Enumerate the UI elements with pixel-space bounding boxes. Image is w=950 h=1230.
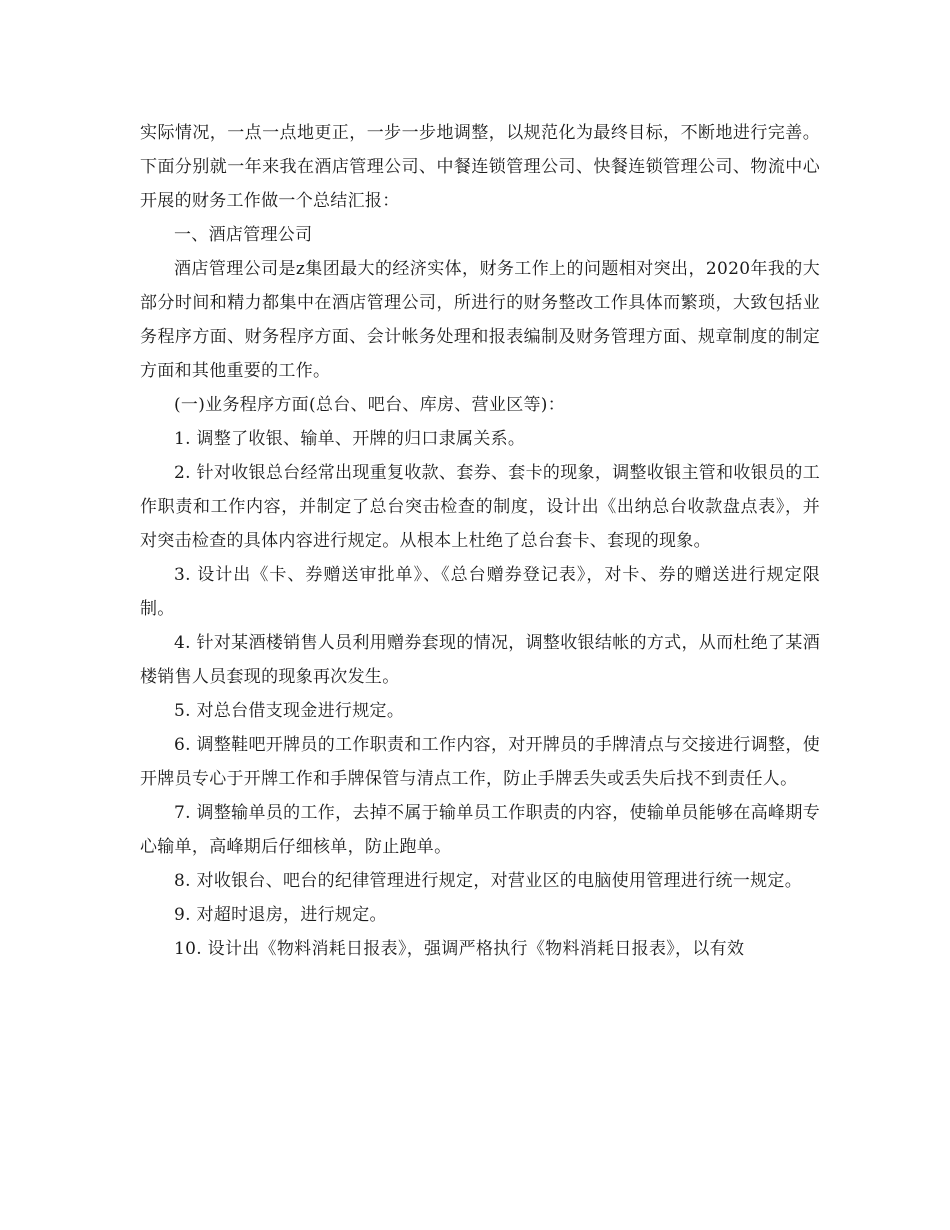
list-item: 1. 调整了收银、输单、开牌的归口隶属关系。: [174, 429, 526, 449]
intro-paragraph: 实际情况，一点一点地更正，一步一步地调整，以规范化为最终目标，不断地进行完善。下面分别就一年来我在酒店管理公司、中餐连锁管理公司、快餐连锁管理公司、物流中心开展的财务工作做一个总结汇报：: [140, 123, 820, 211]
list-item: 8. 对收银台、吧台的纪律管理进行规定，对营业区的电脑使用管理进行统一规定。: [174, 871, 803, 891]
list-item: 10. 设计出《物料消耗日报表》，强调严格执行《物料消耗日报表》，以有效: [174, 939, 745, 959]
subsection-heading: (一)业务程序方面(总台、吧台、库房、营业区等)：: [174, 395, 566, 415]
section-paragraph: 酒店管理公司是z集团最大的经济实体，财务工作上的问题相对突出，2020年我的大部分时间和精力都集中在酒店管理公司，所进行的财务整改工作具体而繁琐，大致包括业务程序方面、财务程序方面、会计帐务处理和报表编制及财务管理方面、规章制度的制定方面和其他重要的工作。: [140, 259, 820, 381]
list-item: 6. 调整鞋吧开牌员的工作职责和工作内容，对开牌员的手牌清点与交接进行调整，使开牌员专心于开牌工作和手牌保管与清点工作，防止手牌丢失或丢失后找不到责任人。: [140, 735, 820, 789]
list-item: 7. 调整输单员的工作，去掉不属于输单员工作职责的内容，使输单员能够在高峰期专心输单，高峰期后仔细核单，防止跑单。: [140, 803, 820, 857]
list-item: 4. 针对某酒楼销售人员利用赠券套现的情况，调整收银结帐的方式，从而杜绝了某酒楼销售人员套现的现象再次发生。: [140, 633, 820, 687]
list-item: 9. 对超时退房，进行规定。: [174, 905, 387, 925]
list-item: 3. 设计出《卡、券赠送审批单》、《总台赠券登记表》，对卡、券的赠送进行规定限制。: [140, 565, 820, 619]
document-body: [140, 116, 820, 966]
section-heading: 一、酒店管理公司: [174, 225, 313, 245]
list-item: 5. 对总台借支现金进行规定。: [174, 701, 405, 721]
list-item: 2. 针对收银总台经常出现重复收款、套券、套卡的现象，调整收银主管和收银员的工作职责和工作内容，并制定了总台突击检查的制度，设计出《出纳总台收款盘点表》，并对突击检查的具体内容进行规定。从根本上杜绝了总台套卡、套现的现象。: [140, 463, 820, 551]
